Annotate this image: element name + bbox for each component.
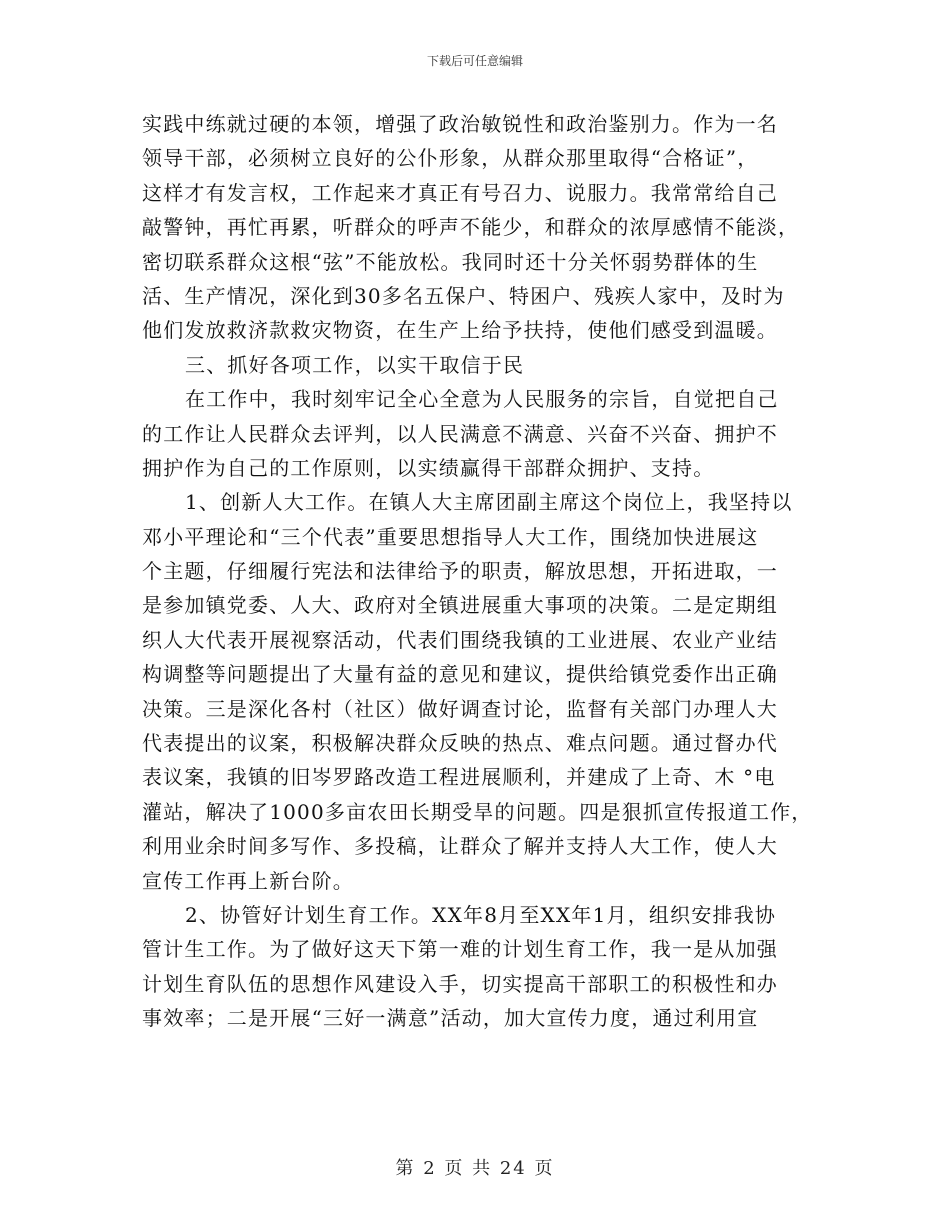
text-line: 构调整等问题提出了大量有益的意见和建议，提供给镇党委作出正确 (142, 662, 778, 687)
text-line: 是参加镇党委、人大、政府对全镇进展重大事项的决策。二是定期组 (142, 593, 778, 618)
text-line: 表议案，我镇的旧岑罗路改造工程进展顺利，并建成了上奇、木 °电 (142, 765, 776, 790)
text-line: 在工作中，我时刻牢记全心全意为人民服务的宗旨，自觉把自己 (185, 387, 779, 412)
text-line: 灌站，解决了1000多亩农田长期受旱的问题。四是狠抓宣传报道工作， (142, 799, 813, 824)
text-line: 敲警钟，再忙再累，听群众的呼声不能少，和群众的浓厚感情不能淡， (142, 215, 800, 240)
text-line: 利用业余时间多写作、多投稿，让群众了解并支持人大工作，使人大 (142, 834, 778, 859)
text-line: 管计生工作。为了做好这天下第一难的计划生育工作，我一是从加强 (142, 937, 778, 962)
text-line: 邓小平理论和“三个代表”重要思想指导人大工作，围绕加快进展这 (142, 524, 759, 549)
page-number: 第 2 页 共 24 页 (395, 1158, 555, 1179)
text-line: 2、协管好计划生育工作。XX年8月至XX年1月，组织安排我协 (185, 902, 777, 927)
text-line: 计划生育队伍的思想作风建设入手，切实提高干部职工的积极性和办 (142, 971, 778, 996)
text-line: 他们发放救济款救灾物资，在生产上给予扶持，使他们感受到温暖。 (142, 318, 778, 343)
text-line: 的工作让人民群众去评判，以人民满意不满意、兴奋不兴奋、拥护不 (142, 421, 778, 446)
text-line: 这样才有发言权，工作起来才真正有号召力、说服力。我常常给自己 (142, 180, 778, 205)
text-line: 决策。三是深化各村（社区）做好调查讨论，监督有关部门办理人大 (142, 696, 778, 721)
text-line: 三、抓好各项工作，以实干取信于民 (185, 352, 525, 377)
text-line: 密切联系群众这根“弦”不能放松。我同时还十分关怀弱势群体的生 (142, 249, 759, 274)
text-line: 领导干部，必须树立良好的公仆形象，从群众那里取得“合格证”， (142, 146, 759, 171)
text-line: 宣传工作再上新台阶。 (142, 868, 354, 893)
text-line: 实践中练就过硬的本领，增强了政治敏锐性和政治鉴别力。作为一名 (142, 112, 778, 136)
text-line: 个主题，仔细履行宪法和法律给予的职责，解放思想，开拓进取，一 (142, 559, 778, 584)
text-line: 1、创新人大工作。在镇人大主席团副主席这个岗位上，我坚持以 (185, 490, 793, 515)
text-line: 拥护作为自己的工作原则，以实绩赢得干部群众拥护、支持。 (142, 455, 715, 480)
page-header-note: 下载后可任意编辑 (426, 54, 523, 68)
text-line: 事效率；二是开展“三好一满意”活动，加大宣传力度，通过利用宣 (142, 1006, 759, 1031)
document-body (142, 108, 822, 1037)
text-line: 代表提出的议案，积极解决群众反映的热点、难点问题。通过督办代 (142, 731, 778, 756)
text-line: 织人大代表开展视察活动，代表们围绕我镇的工业进展、农业产业结 (142, 627, 778, 652)
text-line: 活、生产情况，深化到30多名五保户、特困户、残疾人家中，及时为 (142, 283, 785, 308)
